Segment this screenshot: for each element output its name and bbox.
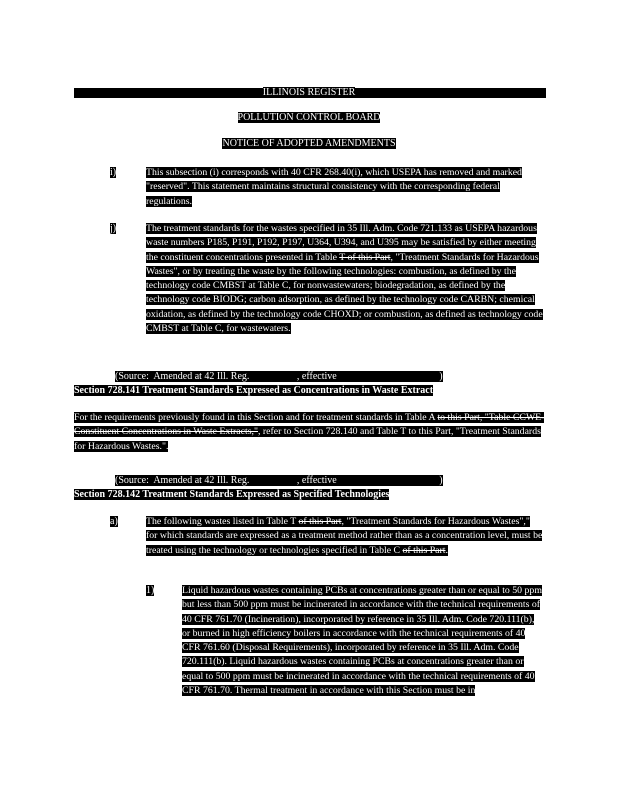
item-i-text: This subsection (i) corresponds with 40 CFR 268.40(i), which USEPA has removed and marked "reserved". This statement maintains structural consistency with the corresponding federal regulations. <box>146 167 522 207</box>
struck-text: T of this Part <box>339 251 391 263</box>
item-a-text: The following wastes listed in Table T of this Part, "Treatment Standards for Hazardous Wastes"," for which standards are expressed as a treatment method rather than as a concentration level, must be treated using the technology or technologies specified in Table C of this Part. <box>146 516 543 556</box>
board-title: POLLUTION CONTROL BOARD <box>237 112 381 123</box>
section-141-heading: Section 728.141 Treatment Standards Expressed as Concentrations in Waste Extract <box>74 385 434 396</box>
register-title: ILLINOIS REGISTER <box>262 87 356 98</box>
item-j-label: j) <box>110 223 117 234</box>
item-j-text: The treatment standards for the wastes specified in 35 Ill. Adm. Code 721.133 as USEPA hazardous waste numbers P185, P191, P192, P197, U364, U394, and U395 may be satisfied by either meeting the constituent concentrations presented in Table T of this Part, "Treatment Standards for Hazardous Wastes", or by treating the waste by the following technologies: combustion, as defined by the technology code CMBST at Table C, for nonwastewaters; biodegradation, as defined by the technology code BIODG; carbon adsorption, as defined by the technology code CARBN; chemical oxidation, as defined by the technology code CHOXD; or combustion, as defined as technology code CMBST at Table C, for wastewaters. <box>146 223 543 335</box>
item-1-text: Liquid hazardous wastes containing PCBs at concentrations greater than or equal to 50 ppm but less than 500 ppm must be incinerated in accordance with the technical requirements of 40 CFR 761.70 (Incineration), incorporated by reference in 35 Ill. Adm. Code 720.111(b), or burned in high efficiency boilers in accordance with the technical requirements of 40 CFR 761.60 (Disposal Requirements), incorporated by reference in 35 Ill. Adm. Code 720.111(b). Liquid hazardous wastes containing PCBs at concentrations greater than or equal to 500 ppm must be incinerated in accordance with the technical requirements of 40 CFR 761.70. Thermal treatment in accordance with this Section must be in <box>182 585 542 697</box>
struck-text: of this Part <box>402 544 446 556</box>
source-note-2: (Source: Amended at 42 Ill. Reg. , effective ) <box>115 475 443 486</box>
notice-title: NOTICE OF ADOPTED AMENDMENTS <box>222 138 396 149</box>
section-142-heading: Section 728.142 Treatment Standards Expressed as Specified Technologies <box>74 489 390 500</box>
source-note-1: (Source: Amended at 42 Ill. Reg. , effective ) <box>115 371 443 382</box>
item-i-label: i) <box>110 167 117 178</box>
section-141-text: For the requirements previously found in this Section and for treatment standards in Table A to this Part, "Table CCWE-Constituent Concentrations in Waste Extracts,", refer to Section 728.140 and Table T to this Part, "Treatment Standards for Hazardous Wastes.". <box>74 412 545 452</box>
item-1-label: 1) <box>146 585 155 596</box>
struck-text: to this Part, "Table CCWE-Constituent Concentrations in Waste Extracts," <box>74 412 545 438</box>
struck-text: of this Part <box>298 516 342 527</box>
item-a-label: a) <box>110 516 118 527</box>
